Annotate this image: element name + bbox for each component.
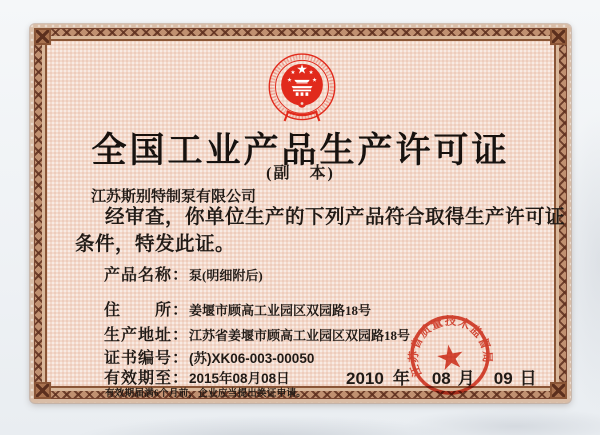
- border-corner-ornament: [34, 28, 51, 45]
- issue-year-unit: 年: [392, 369, 410, 388]
- issue-year: 2010: [346, 369, 384, 388]
- issue-day-unit: 日: [519, 369, 537, 388]
- field-label: 住 所：: [104, 302, 190, 319]
- field-value: (苏)XK06-003-00050: [189, 351, 315, 366]
- certificate: [30, 24, 571, 403]
- field-residence: [104, 297, 371, 320]
- certificate-title: 全国工业产品生产许可证: [91, 131, 510, 170]
- field-label: 产品名称：: [104, 267, 190, 284]
- field-value: 2015年08月08日: [189, 371, 290, 386]
- renewal-note: 有效期届满6个月前，企业应当提出换证申请。: [105, 389, 307, 399]
- svg-text:江苏省质量技术监督局: [399, 306, 497, 380]
- issue-day: 09: [493, 369, 513, 388]
- statement-line-1: 经审查，你单位生产的下列产品符合取得生产许可证: [105, 207, 566, 228]
- border-corner-ornament: [34, 382, 51, 399]
- field-product-name: [104, 262, 263, 285]
- seal-text: 江苏省质量技术监督局: [408, 315, 493, 378]
- issue-month-unit: 月: [457, 369, 475, 388]
- field-label: 有效期至：: [104, 370, 190, 387]
- field-value: 泵(明细附后): [189, 268, 263, 283]
- statement-line-2: 条件，特发此证。: [75, 234, 236, 255]
- field-label: 证书编号：: [104, 350, 190, 367]
- seal-star: [436, 342, 466, 371]
- field-label: 生产地址：: [104, 327, 190, 344]
- company-name: 江苏斯别特制泵有限公司: [91, 189, 257, 205]
- national-emblem-icon: [267, 52, 337, 130]
- border-corner-ornament: [550, 382, 567, 399]
- certificate-body: [45, 39, 566, 399]
- certificate-subtitle: (副 本): [266, 165, 335, 182]
- official-seal: [397, 302, 503, 408]
- border-corner-ornament: [550, 28, 567, 45]
- field-value: 姜堰市顾高工业园区双园路18号: [189, 303, 372, 318]
- certificate-border: [34, 28, 567, 399]
- field-production-address: [104, 322, 410, 345]
- issue-month: 08: [431, 369, 451, 388]
- field-value: 江苏省姜堰市顾高工业园区双园路18号: [189, 328, 411, 343]
